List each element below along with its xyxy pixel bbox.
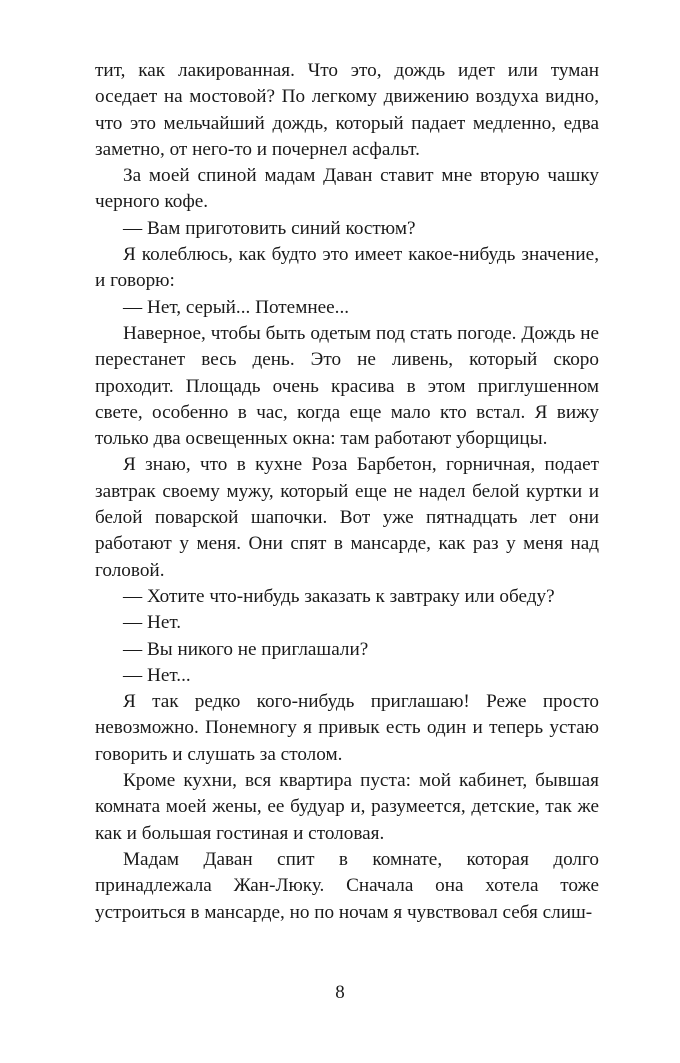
paragraph-5: — Нет, серый... Потемнее... [123, 296, 350, 318]
paragraph-8: — Хотите что-нибудь заказать к завтраку или обеду? [123, 585, 555, 607]
paragraph-2: За моей спиной мадам Даван ставит мне вторую чашку черного кофе. [95, 165, 599, 213]
paragraph-7: Я знаю, что в кухне Роза Барбетон, горничная, подает завтрак своему мужу, который еще не надел белой куртки и белой поварской шапочки. Вот уже пятнадцать лет они работают у меня. Они спят в мансарде, как раз у меня над головой. [95, 454, 599, 581]
paragraph-3: — Вам приготовить синий костюм? [123, 217, 416, 239]
paragraph-9: — Нет. [123, 612, 182, 634]
paragraph-4: Я колеблюсь, как будто это имеет какое-нибудь значение, и говорю: [95, 244, 599, 292]
page-body [95, 58, 599, 926]
paragraph-14: Мадам Даван спит в комнате, которая долго принадлежала Жан-Люку. Сначала она хотела тоже устроиться в мансарде, но по ночам я чувствовал себя слиш- [95, 848, 599, 923]
page-number: 8 [335, 982, 345, 1003]
paragraph-11: — Нет... [123, 664, 191, 686]
paragraph-13: Кроме кухни, вся квартира пуста: мой кабинет, бывшая комната моей жены, ее будуар и, разумеется, детские, так же как и большая гостиная и столовая. [95, 770, 599, 844]
paragraph-6: Наверное, чтобы быть одетым под стать погоде. Дождь не перестанет весь день. Это не ливень, который скоро проходит. Площадь очень красива в этом приглушенном свете, особенно в час, когда еще мало кто встал. Я вижу только два освещенных окна: там работают уборщицы. [95, 322, 599, 450]
paragraph-12: Я так редко кого-нибудь приглашаю! Реже просто невозможно. Понемногу я привык есть один и теперь устаю говорить и слушать за столом. [95, 691, 599, 765]
paragraph-1: тит, как лакированная. Что это, дождь идет или туман оседает на мостовой? По легкому движению воздуха видно, что это мельчайший дождь, который падает медленно, едва заметно, от него-то и почернел асфальт. [95, 60, 599, 160]
paragraph-10: — Вы никого не приглашали? [123, 638, 369, 660]
